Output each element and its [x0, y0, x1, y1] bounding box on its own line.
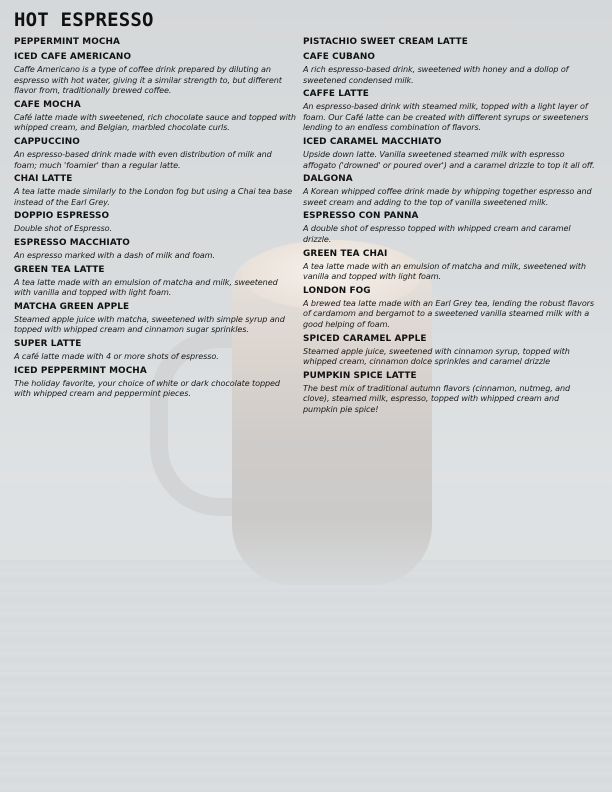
menu-title: HOT ESPRESSO	[14, 9, 154, 31]
menu-item-name: PUMPKIN SPICE LATTE	[303, 370, 417, 381]
menu-item-description: A double shot of espresso topped with whipped cream and caramel drizzle.	[303, 223, 571, 244]
menu-item-description: An espresso-based drink with steamed milk, topped with a light layer of foam. Our Café latte can be created with different syrups or sweeteners lending to an endless combination of flavors.	[303, 101, 589, 133]
menu-item	[303, 371, 595, 415]
menu-item-description: Upside down latte. Vanilla sweetened steamed milk with espresso affogato ('drowned' or poured over') and a caramel drizzle to top it all off.	[303, 148, 595, 170]
menu-column-right	[303, 37, 595, 418]
menu-item-name: PEPPERMINT MOCHA	[14, 37, 120, 47]
menu-item	[303, 286, 595, 330]
menu-item-description: An espresso marked with a dash of milk and foam.	[14, 249, 215, 260]
menu-item-name: SUPER LATTE	[14, 338, 82, 349]
menu-item	[14, 52, 296, 96]
menu-item-name: CAFE CUBANO	[303, 52, 376, 62]
menu-item-name: ICED PEPPERMINT MOCHA	[14, 365, 147, 376]
menu-item-name: GREEN TEA CHAI	[303, 248, 388, 259]
menu-item	[303, 37, 595, 48]
menu-item-description: The holiday favorite, your choice of white or dark chocolate topped with whipped cream and peppermint pieces.	[14, 377, 280, 399]
menu-item	[14, 265, 296, 298]
menu-item	[303, 137, 595, 170]
menu-item-name: CHAI LATTE	[14, 174, 73, 185]
menu-item	[14, 100, 296, 133]
menu-item-description: Double shot of Espresso.	[14, 223, 113, 234]
menu-item-description: A rich espresso-based drink, sweetened with honey and a dollop of sweetened condensed milk.	[303, 64, 569, 85]
menu-item-name: DALGONA	[303, 174, 353, 185]
menu-item-description: Caffe Americano is a type of coffee drink prepared by diluting an espresso with hot water, giving it a similar strength to, but different flavor from, traditionally brewed coffee.	[14, 64, 282, 96]
menu-item-description: A Korean whipped coffee drink made by whipping together espresso and sweet cream and adding to the top of vanilla sweetened milk.	[303, 186, 592, 207]
menu-item-name: ESPRESSO MACCHIATO	[14, 237, 130, 248]
menu-item	[14, 238, 296, 261]
menu-item-description: Steamed apple juice, sweetened with cinnamon syrup, topped with whipped cream, cinnamon dolce sprinkles and caramel drizzle	[303, 345, 570, 367]
menu-item-name: GREEN TEA LATTE	[14, 264, 105, 275]
menu-item-description: A tea latte made similarly to the London fog but using a Chai tea base instead of the Earl Grey.	[14, 186, 293, 207]
menu-item-description: A café latte made with 4 or more shots of espresso.	[14, 350, 219, 361]
menu-item-name: CAFE MOCHA	[14, 99, 81, 110]
menu-item-name: ICED CARAMEL MACCHIATO	[303, 136, 442, 147]
menu-item-name: DOPPIO ESPRESSO	[14, 211, 110, 222]
menu-item-description: A tea latte made with an emulsion of matcha and milk, sweetened with vanilla and topped with light foam.	[303, 260, 586, 282]
menu-item	[14, 211, 296, 234]
menu-item-description: A tea latte made with an emulsion of matcha and milk, sweetened with vanilla and topped with light foam.	[14, 276, 278, 298]
menu-column-left	[14, 37, 296, 403]
menu-item-name: ICED CAFE AMERICANO	[14, 52, 132, 62]
menu-item	[303, 211, 595, 244]
menu-item	[303, 52, 595, 85]
menu-item-name: CAPPUCCINO	[14, 136, 80, 147]
menu-item-description: The best mix of traditional autumn flavors (cinnamon, nutmeg, and clove), steamed milk, espresso, topped with whipped cream and pumpkin pie spice!	[303, 382, 571, 414]
menu-item-name: LONDON FOG	[303, 285, 371, 296]
menu-item-name: PISTACHIO SWEET CREAM LATTE	[303, 37, 468, 47]
menu-item	[303, 89, 595, 133]
menu-item-name: SPICED CARAMEL APPLE	[303, 333, 427, 344]
menu-item	[303, 334, 595, 367]
menu-item-description: An espresso-based drink made with even distribution of milk and foam; much 'foamier' than a regular latte.	[14, 148, 272, 170]
menu-item-description: Café latte made with sweetened, rich chocolate sauce and topped with whipped cream, and Belgian, marbled chocolate curls.	[14, 111, 296, 133]
menu-item	[14, 366, 296, 399]
menu-item	[14, 37, 296, 48]
menu-item-name: CAFFE LATTE	[303, 89, 369, 100]
menu-item-description: Steamed apple juice with matcha, sweetened with simple syrup and topped with whipped cream and cinnamon sugar sprinkles.	[14, 313, 285, 335]
menu-item	[14, 339, 296, 362]
menu-item	[14, 174, 296, 207]
menu-item-name: MATCHA GREEN APPLE	[14, 301, 130, 312]
menu-item	[14, 137, 296, 170]
menu-item	[14, 302, 296, 335]
menu-item-description: A brewed tea latte made with an Earl Grey tea, lending the robust flavors of cardamom and bergamot to a sweetened vanilla steamed milk with a good helping of foam.	[303, 297, 595, 329]
menu-item	[303, 174, 595, 207]
menu-item	[303, 249, 595, 282]
menu-item-name: ESPRESSO CON PANNA	[303, 211, 419, 222]
